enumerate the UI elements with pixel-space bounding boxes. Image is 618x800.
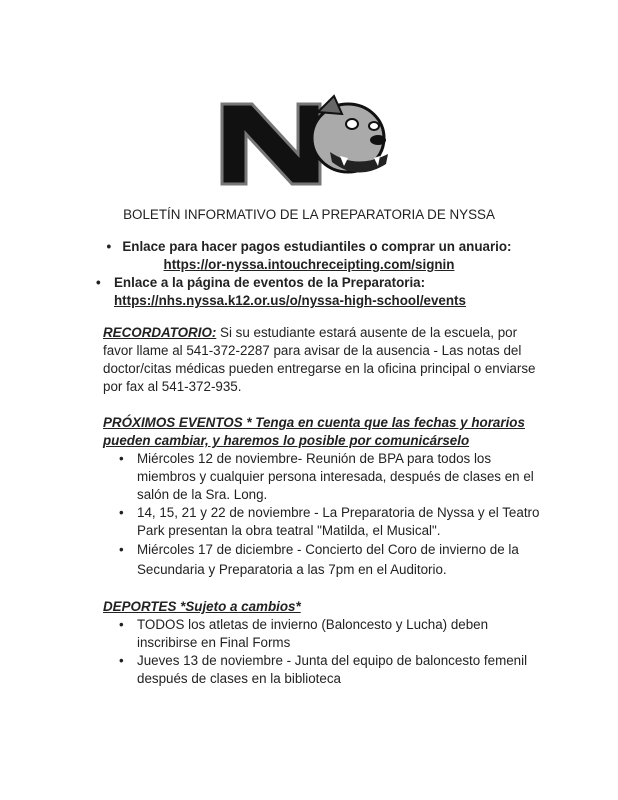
nyssa-bulldog-logo bbox=[218, 92, 394, 188]
events-link-label: • Enlace a la página de eventos de la Preparatoria: bbox=[92, 274, 552, 292]
events-link-item bbox=[92, 274, 552, 310]
sports-section bbox=[103, 598, 548, 688]
event-item: • 14, 15, 21 y 22 de noviembre - La Preparatoria de Nyssa y el Teatro Park presentan la obra teatral "Matilda, el Musical". bbox=[115, 504, 548, 540]
newsletter-body bbox=[0, 238, 618, 688]
payments-link[interactable]: https://or-nyssa.intouchreceipting.com/signin bbox=[163, 257, 455, 272]
sports-heading: DEPORTES *Sujeto a cambios* bbox=[103, 599, 301, 614]
sports-item: • TODOS los atletas de invierno (Baloncesto y Lucha) deben inscribirse en Final Forms bbox=[115, 616, 548, 652]
events-heading: PRÓXIMOS EVENTOS * Tenga en cuenta que las fechas y horarios pueden cambiar, y haremos lo posible por comunicárselo bbox=[103, 415, 525, 448]
event-item: • Miércoles 12 de noviembre- Reunión de BPA para todos los miembros y cualquier persona interesada, después de clases en el salón de la Sra. Long. bbox=[115, 450, 548, 504]
reminder-section bbox=[103, 324, 548, 396]
newsletter-title: BOLETÍN INFORMATIVO DE LA PREPARATORIA DE NYSSA bbox=[123, 207, 495, 222]
payments-link-label: Enlace para hacer pagos estudiantiles o comprar un anuario: bbox=[122, 239, 512, 254]
reminder-text: Si su estudiante estará ausente de la escuela, por favor llame al 541-372-2287 para avisar de la ausencia - Las notas del doctor/citas médicas pueden entregarse en la oficina principal o enviarse por fax al 541-372-935. bbox=[103, 325, 536, 394]
sports-item: • Jueves 13 de noviembre - Junta del equipo de baloncesto femenil después de clases en la biblioteca bbox=[115, 652, 548, 688]
payments-link-item bbox=[0, 238, 618, 274]
events-section bbox=[103, 414, 548, 580]
events-link[interactable]: https://nhs.nyssa.k12.or.us/o/nyssa-high-school/events bbox=[114, 293, 466, 308]
bullet: • bbox=[106, 239, 123, 254]
event-item: • Miércoles 17 de diciembre - Concierto del Coro de invierno de la Secundaria y Preparatoria a las 7pm en el Auditorio. bbox=[115, 540, 548, 580]
reminder-heading: RECORDATORIO: bbox=[103, 325, 217, 340]
